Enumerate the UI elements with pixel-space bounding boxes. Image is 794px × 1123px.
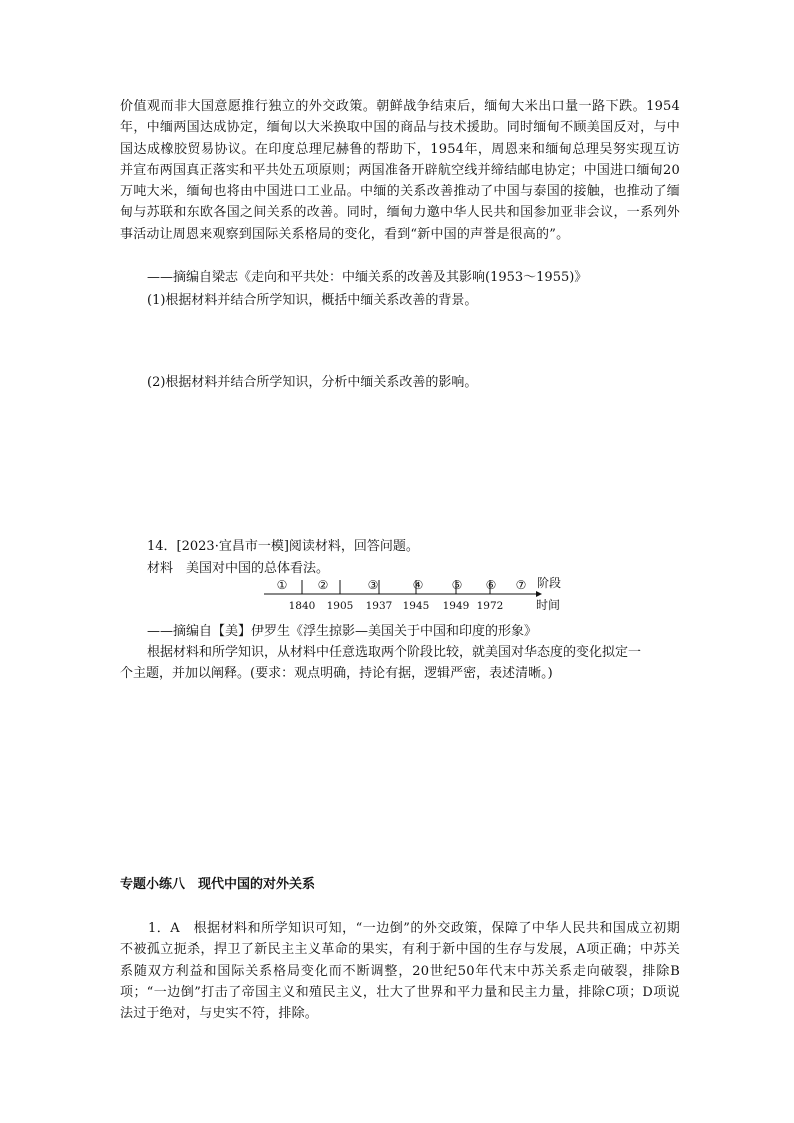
question-14-source: ——摘编自【美】伊罗生《浮生掠影—美国关于中国和印度的形象》 <box>147 624 538 639</box>
timeline-year-1937: 1937 <box>365 600 393 612</box>
timeline-arrow-icon <box>536 591 542 597</box>
passage-source: ——摘编自梁志《走向和平共处：中缅关系的改善及其影响(1953～1955)》 <box>147 270 588 285</box>
question-13-1: (1)根据材料并结合所学知识，概括中缅关系改善的背景。 <box>147 293 478 308</box>
timeline-stage-7: ⑦ <box>515 578 527 592</box>
timeline-svg <box>258 574 568 614</box>
timeline-year-1905: 1905 <box>326 600 354 612</box>
timeline-year-1949: 1949 <box>442 600 470 612</box>
section-title: 专题小练八 现代中国的对外关系 <box>120 877 316 892</box>
timeline-stage-4: ④ <box>412 578 424 592</box>
timeline-stage-1: ① <box>276 578 288 592</box>
material-label: 材料 美国对中国的总体看法。 <box>147 561 330 576</box>
question-13-2: (2)根据材料并结合所学知识，分析中缅关系改善的影响。 <box>147 375 478 390</box>
question-14-prompt-line2: 个主题，并加以阐释。(要求：观点明确，持论有据，逻辑严密，表述清晰。) <box>120 666 553 681</box>
timeline-year-1840: 1840 <box>288 600 316 612</box>
question-14-heading: 14．[2023·宜昌市一模]阅读材料，回答问题。 <box>147 539 419 554</box>
timeline-year-1972: 1972 <box>476 600 504 612</box>
timeline-year-1945: 1945 <box>402 600 430 612</box>
timeline-stage-6: ⑥ <box>485 578 497 592</box>
answer-1: 1．A 根据材料和所学知识可知，“一边倒”的外交政策，保障了中华人民共和国成立初期不被孤立扼杀，捍卫了新民主主义革命的果实，有利于新中国的生存与发展，A项正确；中苏关系随双方利益和国际关系格局变化而不断调整，20世纪50年代末中苏关系走向破裂，排除B项；“一边倒”打击了帝国主义和殖民主义，壮大了世界和平力量和民主力量，排除C项；D项说法过于绝对，与史实不符，排除。 <box>120 921 680 1022</box>
question-14-prompt-line1: 根据材料和所学知识，从材料中任意选取两个阶段比较，就美国对华态度的变化拟定一 <box>147 645 642 660</box>
timeline-figure <box>258 574 568 614</box>
stage-axis-label: 阶段 <box>537 576 562 590</box>
timeline-stage-2: ② <box>317 578 329 592</box>
time-axis-label: 时间 <box>536 598 561 612</box>
timeline-stage-5: ⑤ <box>451 578 463 592</box>
material-passage: 价值观而非大国意愿推行独立的外交政策。朝鲜战争结束后，缅甸大米出口量一路下跌。1954年，中缅两国达成协定，缅甸以大米换取中国的商品与技术援助。同时缅甸不顾美国反对，与中国达成橡胶贸易协议。在印度总理尼赫鲁的帮助下，1954年，周恩来和缅甸总理吴努实现互访并宣布两国真正落实和平共处五项原则；两国准备开辟航空线并缔结邮电协定；中国进口缅甸20万吨大米，缅甸也将由中国进口工业品。中缅的关系改善推动了中国与泰国的接触，也推动了缅甸与苏联和东欧各国之间关系的改善。同时，缅甸力邀中华人民共和国参加亚非会议，一系列外事活动让周恩来观察到国际关系格局的变化，看到“新中国的声誉是很高的”。 <box>120 99 680 242</box>
timeline-stage-3: ③ <box>367 578 379 592</box>
